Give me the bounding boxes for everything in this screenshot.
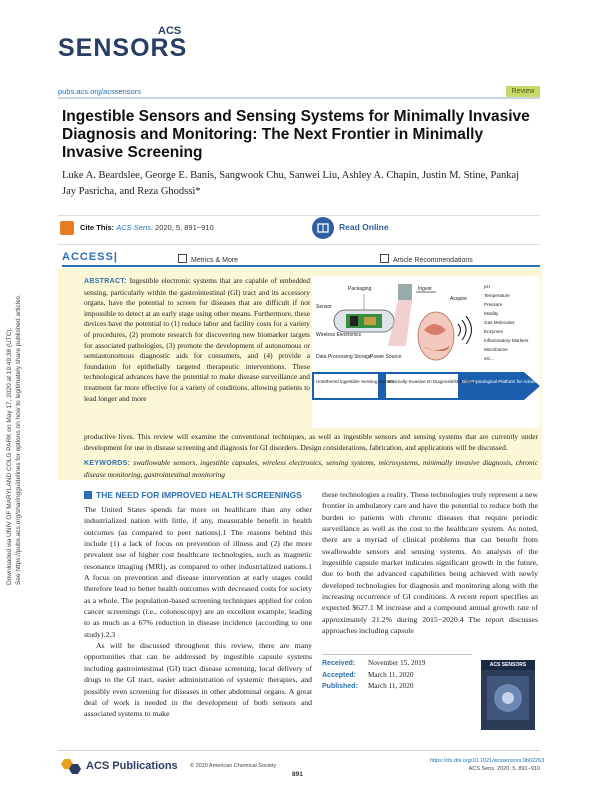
abstract-continued: productive lives. This review will examine the conventional techniques, as well as ingestible sensors and sensing systems that are currently under development for use in disease screening and diagnosis for GI disorders. Design considerations, fabrication, and applications will be discussed. <box>84 432 538 452</box>
article-title: Ingestible Sensors and Sensing Systems for Minimally Invasive Diagnosis and Monitoring: The Next Frontier in Minimally Invasive Screening <box>62 108 530 161</box>
body-column-right <box>322 489 538 636</box>
parameter-list <box>484 284 529 361</box>
copyright: © 2020 American Chemical Society <box>190 763 277 769</box>
fig-list-0: pH <box>484 284 490 289</box>
fig-list-5: Enzymes <box>484 329 503 334</box>
article-recommendations-link[interactable] <box>380 254 473 264</box>
fig-list-1: Temperature <box>484 293 510 298</box>
fig-stage2: Minimally-Invasive GI Diagnosis/Monitoring <box>388 379 476 384</box>
abstract-body: Ingestible electronic systems that are capable of embedded sensing, particularly within the gastrointestinal (GI) tract and its accessory organs, have the potential to screen for diseases that are difficult if not impossible to detect at an early stage using other means. Furthermore, these devices have the potential to (1) reduce labor and facility costs for a variety of procedures, (2) promote research for discovering new biomarker targets for associated pathologies, (3) promote the development of autonomous or semiautonomous diagnostic aids for consumers, and (4) provide a foundation for epithelially targeted therapeutic interventions. These technological advances have the potential to make disease surveillance and treatment far more effective for a variety of conditions, allowing patients to lead longer and more <box>84 276 310 403</box>
cite-divider-top <box>58 215 540 216</box>
header-divider <box>58 97 540 99</box>
date-accepted: Accepted: March 11, 2020 <box>322 670 414 679</box>
fig-stage3: Bio-Physiological Platform for Advanced Healthcare <box>462 379 567 384</box>
metrics-label: Metrics & More <box>191 257 239 264</box>
download-note-line1: Downloaded via UNIV OF MARYLAND COLG PARK on May 17, 2020 at 19:49:38 (UTC). <box>6 327 13 585</box>
journal-cover-thumbnail[interactable] <box>481 660 535 730</box>
cover-title: ACS SENSORS <box>481 660 535 670</box>
keywords <box>84 458 538 480</box>
access-separator: | <box>113 251 118 263</box>
fig-ingest: Ingest <box>418 286 432 292</box>
fig-list-7: Microbiome <box>484 347 508 352</box>
paragraph-1: The United States spends far more on healthcare than any other industrialized nation with little, if any, measurable benefit in health outcomes (as compared to peer nations).1 The reasons behind this include (1) a lack of focus on prevention of illness and (2) the more prevalent use of higher cost healthcare technologies, such as magnetic resonance imaging (MRI), as compared to other industrialized nations.1 A focus on prevention and disease intervention at early stages could therefore lead to better health outcomes with decreased costs for society as a whole. The population-based screening techniques applied for colon cancer screenings (i.e., colonoscopy) are an excellent example, leading to as much as a 67% reduction in disease incidence (according to one study).2,3 <box>84 505 312 639</box>
logo-sensors-text: SENSORS <box>58 34 188 62</box>
fig-packaging: Packaging <box>348 286 372 292</box>
download-note <box>2 250 26 585</box>
doi-link[interactable]: https://dx.doi.org/10.1021/acssensors.9b02263 <box>430 758 545 764</box>
section-heading: THE NEED FOR IMPROVED HEALTH SCREENINGS <box>96 490 302 500</box>
doi-block <box>430 757 545 773</box>
fig-list-4: Gas Molecules <box>484 320 515 325</box>
fig-list-2: Pressure <box>484 302 503 307</box>
read-online-icon <box>312 217 334 239</box>
section-marker-icon <box>84 491 92 499</box>
access-bar <box>62 265 540 267</box>
review-badge: Review <box>506 86 540 97</box>
dates-divider <box>322 654 472 655</box>
logo-acs-text: ACS <box>158 25 182 37</box>
body-column-left <box>84 504 312 720</box>
download-note-line2: See https://pubs.acs.org/sharingguidelines for options on how to legitimately share published articles. <box>15 294 22 585</box>
read-online-button[interactable] <box>312 217 414 239</box>
date-received: Received: November 15, 2019 <box>322 659 426 667</box>
publisher-name: ACS Publications <box>86 760 178 772</box>
paragraph-2: As will be discussed throughout this review, there are many opportunities that can be addressed by ingestible capsule systems including gastrointestinal (GI) tract disease screening, local delivery of drugs to the GI tract, easier administration of systemic therapies, and possibly even screening for diseases in other abdominal organs. A great deal of work is needed in the development of both sensors and associated systems to make <box>84 641 312 719</box>
footer-citation: ACS Sens. 2020, 5, 891−910 <box>468 766 540 772</box>
access-text: ACCESS <box>62 251 114 263</box>
author-list: Luke A. Beardslee, George E. Banis, Sangwook Chu, Sanwei Liu, Ashley A. Chapin, Justin M. Stine, Pankaj Jay Pasricha, and Reza Ghodssi* <box>62 170 520 197</box>
acs-publications-logo[interactable] <box>60 757 180 777</box>
date-published: Published: March 11, 2020 <box>322 682 414 690</box>
fig-wireless: Wireless Electronics <box>316 332 362 338</box>
abstract-label: ABSTRACT: <box>84 278 127 285</box>
cite-icon[interactable] <box>60 221 74 235</box>
capsule-illustration <box>334 310 394 332</box>
fig-power-source: Power Source <box>370 354 402 360</box>
fig-acquire: Acquire <box>450 296 467 302</box>
metrics-link[interactable] <box>178 254 238 264</box>
projector-icon <box>398 284 412 300</box>
gi-tract-illustration <box>418 312 454 360</box>
abstract-text <box>84 276 310 404</box>
read-online-label: Read Online <box>339 222 389 232</box>
keywords-list: swallowable sensors, ingestible capsules, wireless electronics, sensing systems, microsystems, minimally invasive diagnosis, chronic disease monitoring, gastrointestinal monitoring <box>84 458 538 479</box>
journal-url[interactable]: pubs.acs.org/acssensors <box>58 87 141 96</box>
fig-sensor: Sensor <box>316 304 332 310</box>
fig-list-3: Motility <box>484 311 499 316</box>
fig-list-8: etc... <box>484 356 494 361</box>
bar-chart-icon <box>178 254 187 263</box>
footer-divider <box>58 750 540 751</box>
cite-this[interactable] <box>80 223 214 232</box>
access-label <box>62 251 118 263</box>
acs-hexagon-icon <box>60 758 82 776</box>
paragraph-3: these technologies a reality. These technologies truly represent a new frontier in ambulatory care and have the potential to reduce both the burden to patients with chronic diseases that require periodic surveillance as well as the cost to the healthcare system. As noted, there are a myriad of clinical problems that can benefit from swallowable sensors and sensing systems. An analysis of the ingestible capsule market indicates significant growth in the future, due to both the advanced capabilities being achieved with newly developed technologies for diagnosis and monitoring along with the increasing occurrence of GI conditions. A recent report specifies an expected $627.1 M increase and a compound annual growth rate of approximately 21.2% during 2015−2020.4 The report discusses approaches including capsule <box>322 490 538 636</box>
fig-list-6: Inflammatory Markers <box>484 338 529 343</box>
toc-figure <box>312 276 567 428</box>
page-number: 891 <box>292 771 303 778</box>
cite-divider-bottom <box>58 244 540 245</box>
publication-dates <box>322 658 472 693</box>
fig-stage1: Untethered Ingestible Sensing System <box>316 379 395 384</box>
recommendations-label: Article Recommendations <box>393 257 473 264</box>
document-icon <box>380 254 389 263</box>
stage1-box <box>314 374 378 398</box>
fig-data-processing: Data Processing Storage <box>316 354 372 360</box>
journal-logo <box>58 22 188 70</box>
stage2-box <box>386 374 458 398</box>
keywords-label: KEYWORDS: <box>84 460 131 467</box>
cite-label: Cite This: <box>80 223 115 232</box>
wireless-icon <box>458 316 472 344</box>
cite-ref: 2020, 5, 891−910 <box>155 223 214 232</box>
cite-journal: ACS Sens. <box>116 223 153 232</box>
